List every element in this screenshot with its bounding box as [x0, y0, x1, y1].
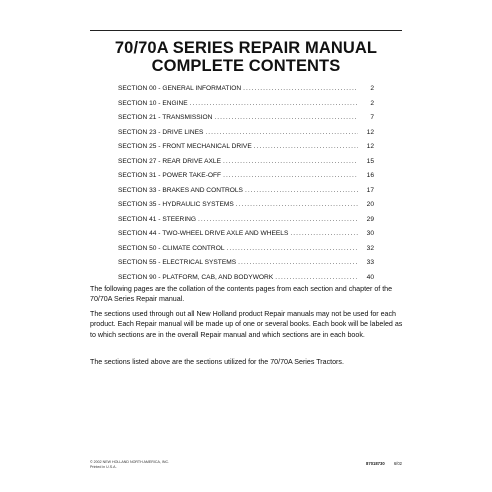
toc-entry: [118, 229, 374, 239]
toc-page-number: 2: [370, 99, 374, 107]
toc-leader: [227, 244, 359, 254]
top-rule: [90, 30, 402, 31]
toc-leader: [238, 258, 358, 268]
title-line-2: COMPLETE CONTENTS: [151, 57, 341, 75]
toc-page-number: 12: [366, 143, 374, 150]
toc-page-number: 15: [366, 157, 374, 165]
toc-page-number: 40: [366, 273, 374, 281]
toc-label: SECTION 33 - BRAKES AND CONTROLS: [118, 186, 243, 194]
toc-label: SECTION 44 - TWO-WHEEL DRIVE AXLE AND WHEELS: [118, 230, 289, 237]
copyright-line: © 2002 NEW HOLLAND NORTH AMERICA, INC.: [90, 460, 170, 464]
toc-leader: [190, 99, 358, 109]
issue-date: 6/02: [393, 461, 402, 466]
toc-label: SECTION 31 - POWER TAKE-OFF: [118, 172, 222, 179]
toc-entry: [118, 128, 374, 138]
toc-entry: [118, 215, 374, 225]
toc-leader: [198, 215, 358, 225]
toc-entry: [118, 258, 374, 268]
copyright-notice: [90, 460, 169, 470]
toc-label: SECTION 90 - PLATFORM, CAB, AND BODYWORK: [118, 273, 274, 281]
toc-leader: [275, 273, 358, 283]
document-code: [366, 461, 402, 466]
toc-page-number: 20: [366, 201, 374, 208]
toc-label: SECTION 21 - TRANSMISSION: [118, 114, 213, 121]
toc-entry: [118, 273, 374, 283]
toc-label: SECTION 50 - CLIMATE CONTROL: [118, 244, 225, 252]
toc-leader: [214, 113, 358, 123]
toc-leader: [243, 84, 358, 94]
intro-paragraph: The following pages are the collation of the contents pages from each section and chapter of the 70/70A Series Repair manual.: [90, 285, 393, 304]
toc-entry: [118, 113, 374, 123]
toc-label: SECTION 10 - ENGINE: [118, 99, 188, 107]
toc-label: SECTION 00 - GENERAL INFORMATION: [118, 85, 242, 92]
toc-leader: [205, 128, 358, 138]
toc-page-number: 17: [366, 186, 374, 194]
toc-page-number: 32: [366, 244, 374, 252]
toc-page-number: 12: [366, 128, 374, 136]
title-line-1: 70/70A SERIES REPAIR MANUAL: [114, 39, 378, 57]
tractors-paragraph: The sections listed above are the sections utilized for the 70/70A Series Tractors.: [90, 358, 344, 366]
toc-page-number: 29: [366, 215, 374, 223]
toc-label: SECTION 35 - HYDRAULIC SYSTEMS: [118, 201, 234, 208]
toc-leader: [236, 200, 358, 210]
toc-entry: [118, 186, 374, 196]
part-number: 87018730: [366, 461, 385, 466]
toc-leader: [245, 186, 358, 196]
toc-leader: [290, 229, 358, 239]
toc-leader: [254, 142, 358, 152]
toc-entry: [118, 200, 374, 210]
toc-page-number: 16: [366, 172, 374, 179]
toc-entry: [118, 84, 374, 94]
toc-entry: [118, 171, 374, 181]
sections-paragraph: The sections used through out all New Holland product Repair manuals may not be used for each product. Each Repair manual will be made up of one or several books. Each book will be labeled as to which sections are in the overall Repair manual and which sections are in each book.: [90, 310, 403, 339]
toc-leader: [223, 171, 358, 181]
toc-page-number: 33: [366, 259, 374, 266]
toc-entry: [118, 244, 374, 254]
toc-label: SECTION 23 - DRIVE LINES: [118, 128, 204, 136]
toc-entry: [118, 157, 374, 167]
toc-label: SECTION 55 - ELECTRICAL SYSTEMS: [118, 259, 237, 266]
toc-entry: [118, 99, 374, 109]
toc-entry: [118, 142, 374, 152]
toc-leader: [223, 157, 358, 167]
toc-label: SECTION 41 - STEERING: [118, 215, 197, 223]
printed-in-line: Printed in U.S.A.: [90, 465, 117, 469]
toc-page-number: 30: [366, 230, 374, 237]
toc-page-number: 2: [370, 85, 374, 92]
toc-label: SECTION 27 - REAR DRIVE AXLE: [118, 157, 221, 165]
toc-label: SECTION 25 - FRONT MECHANICAL DRIVE: [118, 143, 252, 150]
toc-page-number: 7: [370, 114, 374, 121]
